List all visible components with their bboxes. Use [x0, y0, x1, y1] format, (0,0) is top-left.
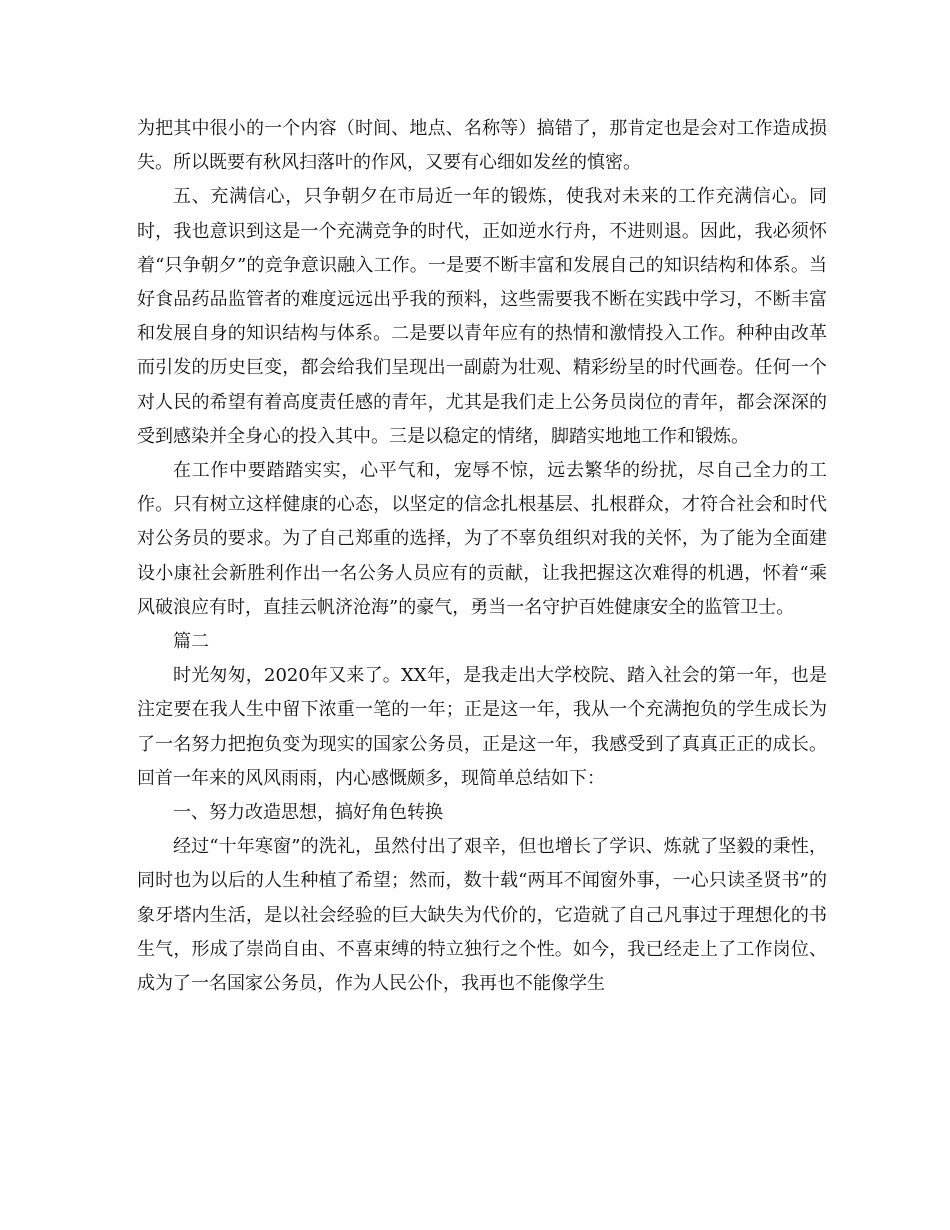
subheading-role-change: 一、努力改造思想，搞好角色转换: [173, 802, 443, 824]
section-heading-part-two: 篇二: [173, 631, 209, 653]
paragraph-section-five: 五、充满信心，只争朝夕在市局近一年的锻炼，使我对未来的工作充满信心。同时，我也意识到这是一个充满竞争的时代，正如逆水行舟，不进则退。因此，我必须怀着“只争朝夕”的竞争意识融入工作。一是要不断丰富和发展自己的知识结构和体系。当好食品药品监管者的难度远远出乎我的预料，这些需要我不断在实践中学习，不断丰富和发展自身的知识结构与体系。二是要以青年应有的热情和激情投入工作。种种由改革而引发的历史巨变，都会给我们呈现出一副蔚为壮观、精彩纷呈的时代画卷。任何一个对人民的希望有着高度责任感的青年，尤其是我们走上公务员岗位的青年，都会深深的受到感染并全身心的投入其中。三是以稳定的情绪，脚踏实地地工作和锻炼。: [137, 186, 827, 447]
paragraph-work-attitude: 在工作中要踏踏实实，心平气和，宠辱不惊，远去繁华的纷扰，尽自己全力的工作。只有树立这样健康的心态，以坚定的信念扎根基层、扎根群众，才符合社会和时代对公务员的要求。为了自己郑重的选择，为了不辜负组织对我的关怀，为了能为全面建设小康社会新胜利作出一名公务人员应有的贡献，让我把握这次难得的机遇，怀着“乘风破浪应有时，直挂云帆济沧海”的豪气，勇当一名守护百姓健康安全的监管卫士。: [137, 460, 827, 618]
paragraph-continuation: 为把其中很小的一个内容（时间、地点、名称等）搞错了，那肯定也是会对工作造成损失。所以既要有秋风扫落叶的作风，又要有心细如发丝的慎密。: [137, 118, 827, 174]
paragraph-year-review: 时光匆匆，2020年又来了。XX年，是我走出大学校院、踏入社会的第一年，也是注定要在我人生中留下浓重一笔的一年；正是这一年，我从一个充满抱负的学生成长为了一名努力把抱负变为现实的国家公务员，正是这一年，我感受到了真真正正的成长。回首一年来的风风雨雨，内心感慨颇多，现简单总结如下：: [137, 665, 827, 789]
paragraph-study-experience: 经过“十年寒窗”的洗礼，虽然付出了艰辛，但也增长了学识、炼就了坚毅的秉性，同时也为以后的人生种植了希望；然而，数十载“两耳不闻窗外事，一心只读圣贤书”的象牙塔内生活，是以社会经验的巨大缺失为代价的，它造就了自己凡事过于理想化的书生气，形成了崇尚自由、不喜束缚的特立独行之个性。如今，我已经走上了工作岗位、成为了一名国家公务员，作为人民公仆，我再也不能像学生: [137, 836, 827, 995]
document-body: [137, 112, 827, 1001]
